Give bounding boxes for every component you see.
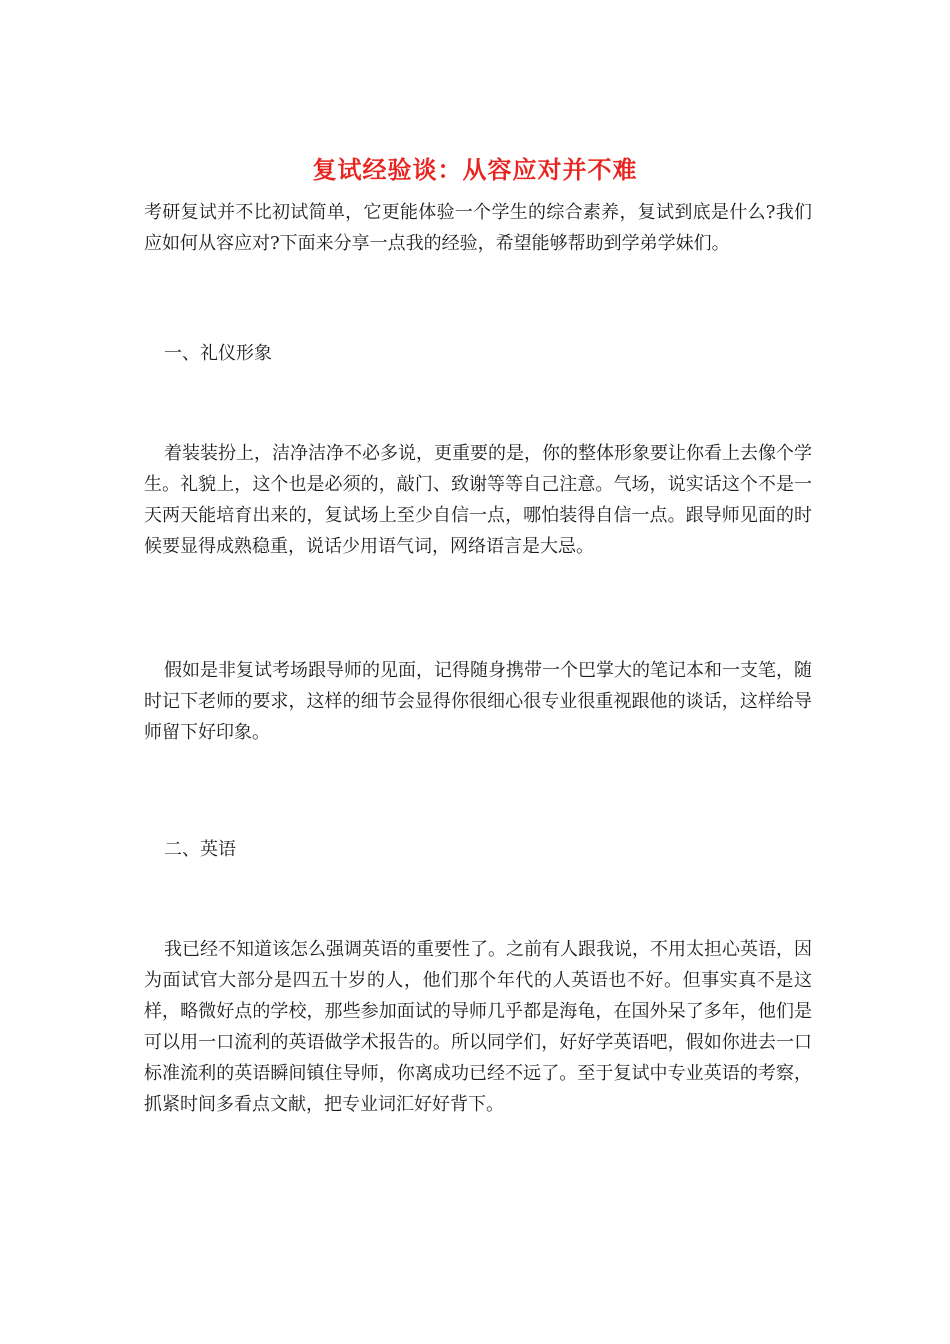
document-title: 复试经验谈：从容应对并不难 [312, 155, 638, 184]
section-heading-english: 二、英语 [164, 839, 236, 860]
intro-paragraph: 考研复试并不比初试简单，它更能体验一个学生的综合素养，复试到底是什么?我们应如何从容应对?下面来分享一点我的经验，希望能够帮助到学弟学妹们。 [144, 202, 812, 254]
paragraph-etiquette-appearance: 着装装扮上，洁净洁净不必多说，更重要的是，你的整体形象要让你看上去像个学生。礼貌上，这个也是必须的，敲门、致谢等等自己注意。气场，说实话这个不是一天两天能培育出来的，复试场上至少自信一点，哪怕装得自信一点。跟导师见面的时候要显得成熟稳重，说话少用语气词，网络语言是大忌。 [144, 443, 812, 557]
paragraph-english: 我已经不知道该怎么强调英语的重要性了。之前有人跟我说，不用太担心英语，因为面试官大部分是四五十岁的人，他们那个年代的人英语也不好。但事实真不是这样，略微好点的学校，那些参加面试的导师几乎都是海龟，在国外呆了多年，他们是可以用一口流利的英语做学术报告的。所以同学们，好好学英语吧，假如你进去一口标准流利的英语瞬间镇住导师，你离成功已经不远了。至于复试中专业英语的考察，抓紧时间多看点文献，把专业词汇好好背下。 [144, 939, 812, 1115]
paragraph-etiquette-notebook: 假如是非复试考场跟导师的见面，记得随身携带一个巴掌大的笔记本和一支笔，随时记下老师的要求，这样的细节会显得你很细心很专业很重视跟他的谈话，这样给导师留下好印象。 [144, 660, 812, 743]
section-heading-etiquette: 一、礼仪形象 [164, 343, 272, 364]
